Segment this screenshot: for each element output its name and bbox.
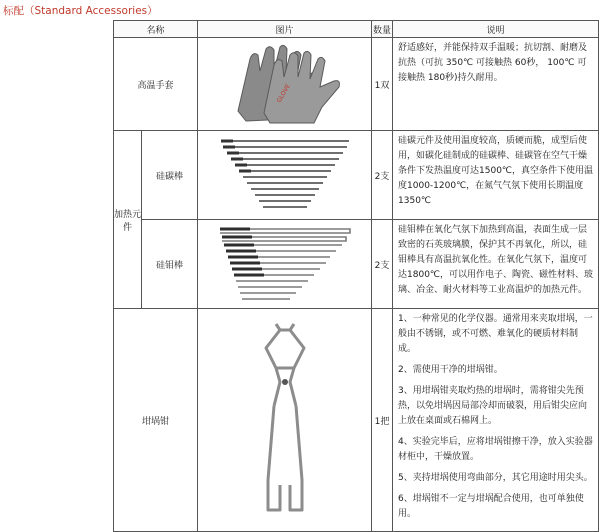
table-header-row <box>114 21 599 38</box>
row-desc: 硅钼棒在氧化气氛下加热到高温，表面生成一层致密的石英玻璃膜，保护其不再氧化，所以，硅钼棒具有高温抗氧化性。在氧化气氛下，温度可达1800℃，可以用作电子、陶瓷、磁性材料、玻璃、冶金、耐火材料等工业高温炉的加热元件。 <box>393 220 599 309</box>
header-qty: 数量 <box>372 21 393 38</box>
accessories-table <box>113 20 599 532</box>
row-desc: 舒适感好，并能保持双手温暖；抗切割、耐磨及抗热（可抗 350℃ 可接触热 60秒， 100℃ 可接触热 180秒)持久耐用。 <box>393 38 599 131</box>
row-name: 高温手套 <box>114 38 198 131</box>
svg-text:GLOVE: GLOVE <box>275 82 292 104</box>
row-name: 硅碳棒 <box>142 131 198 220</box>
heating-element-group-label: 加热元件 <box>114 131 142 309</box>
row-qty: 2支 <box>372 220 393 309</box>
row-qty: 1双 <box>372 38 393 131</box>
desc-item: 6、坩埚钳不一定与坩埚配合使用，也可单独使用。 <box>398 494 584 519</box>
desc-item: 4、实验完毕后，应将坩埚钳擦干净，放入实验器材柜中，干燥放置。 <box>398 437 593 462</box>
header-name: 名称 <box>114 21 198 38</box>
row-name: 坩埚钳 <box>114 309 198 532</box>
table-row <box>114 131 599 220</box>
crucible-tongs-image <box>198 309 372 532</box>
gloves-image <box>198 38 372 131</box>
desc-item: 5、夹持坩埚使用弯曲部分，其它用途时用尖头。 <box>398 473 593 483</box>
molybdenum-disilicide-rods-image <box>198 220 372 309</box>
silicon-carbide-rods-image <box>198 131 372 220</box>
row-name: 硅钼棒 <box>142 220 198 309</box>
desc-item: 2、需使用干净的坩埚钳。 <box>398 365 503 375</box>
row-desc-list <box>393 309 599 532</box>
table-row <box>114 38 599 131</box>
row-qty: 2支 <box>372 131 393 220</box>
desc-item: 1、一种常见的化学仪器。通常用来夹取坩埚，一般由不锈钢，或不可燃、难氧化的硬质材料制成。 <box>398 314 593 354</box>
row-desc: 硅碳元件及使用温度较高，质硬而脆，成型后使用，如碳化硅制成的硅碳棒、硅碳管在空气干燥条件下发热温度可达1500℃，真空条件下使用温度1000-1200℃，在氮气气氛下使用长期温度1350℃ <box>393 131 599 220</box>
header-image: 图片 <box>198 21 372 38</box>
row-qty: 1把 <box>372 309 393 532</box>
desc-item: 3、用坩埚钳夹取灼热的坩埚时，需将钳尖先预热，以免坩埚因局部冷却而破裂，用后钳尖应向上放在桌面或石棉网上。 <box>398 386 588 426</box>
section-title: 标配（Standard Accessories） <box>3 5 158 17</box>
header-desc: 说明 <box>393 21 599 38</box>
table-row <box>114 220 599 309</box>
table-row <box>114 309 599 532</box>
